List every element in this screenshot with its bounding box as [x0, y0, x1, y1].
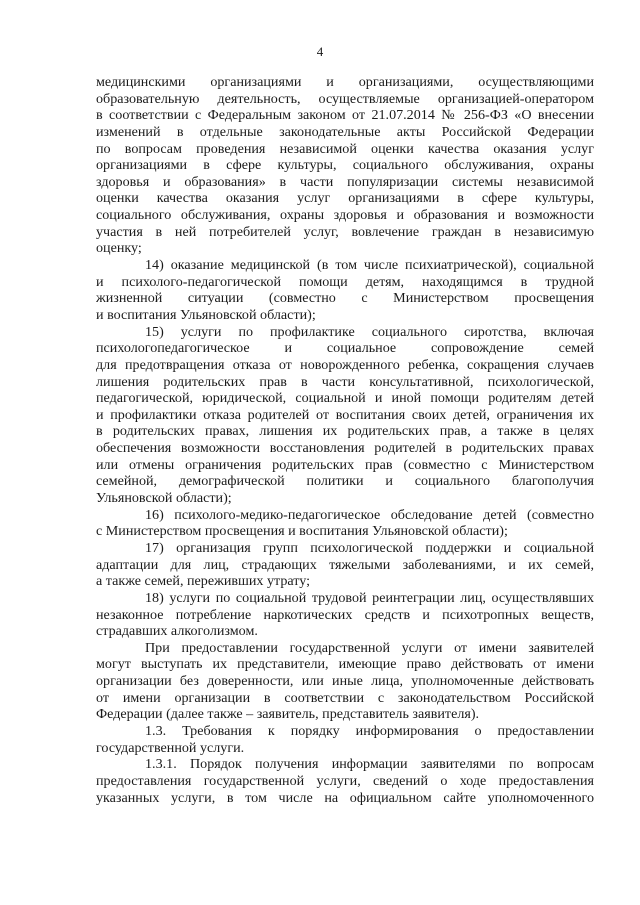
text-line: незаконное потребление наркотических средств и психотропных веществ, [96, 606, 594, 623]
text-line: жизненной ситуации (совместно с Министерством просвещения [96, 290, 594, 307]
text-line: При предоставлении государственной услуги от имени заявителей [145, 639, 594, 656]
text-line: социального обслуживания, охраны здоровья и образования и возможности [96, 207, 594, 224]
text-line: в соответствии с Федеральным законом от 21.07.2014 № 256-ФЗ «О внесении [96, 107, 594, 124]
text-line: 15) услуги по профилактике социального сиротства, включая [145, 323, 594, 340]
text-line: страдавших алкоголизмом. [96, 623, 258, 640]
text-line: медицинскими организациями и организациями, осуществляющими [96, 74, 594, 90]
paragraph-continuation [96, 74, 594, 257]
text-line: 18) услуги по социальной трудовой реинтеграции лиц, осуществлявших [145, 589, 594, 606]
text-line: по вопросам проведения независимой оценки качества оказания услуг [96, 140, 594, 157]
text-line: а также семей, переживших утрату; [96, 573, 311, 590]
text-line: и профилактики отказа родителей от воспитания своих детей, ограничения их [96, 406, 594, 423]
paragraph-item-18 [96, 590, 594, 640]
paragraph-item-17 [96, 540, 594, 590]
text-line: Федерации (далее также – заявитель, представитель заявителя). [96, 706, 480, 723]
text-line: предоставления государственной услуги, сведений о ходе предоставления [96, 772, 594, 789]
paragraph-section-1-3 [96, 723, 594, 756]
paragraph-representatives [96, 640, 594, 723]
text-line: и психолого-педагогической помощи детям, находящимся в трудной [96, 273, 594, 290]
text-line: психологопедагогическое и социальное сопровождение семей [96, 340, 594, 357]
text-line: оценки качества оказания услуг организациями в сфере культуры, [96, 190, 594, 207]
text-line: здоровья и образования» в части популяризации системы независимой [96, 173, 594, 190]
text-line: педагогической, юридической, социальной и иной помощи родителям детей [96, 390, 594, 407]
text-line: Ульяновской области); [96, 490, 232, 507]
text-line: могут выступать их представители, имеющие право действовать от имени [96, 656, 594, 673]
text-line: указанных услуги, в том числе на официальном сайте уполномоченного [96, 789, 594, 806]
text-line: 17) организация групп психологической поддержки и социальной [145, 539, 594, 556]
text-line: обеспечения возможности восстановления родителей в родительских правах [96, 440, 594, 457]
text-line: образовательную деятельность, осуществляемые организацией-оператором [96, 90, 594, 107]
text-line: и воспитания Ульяновской области); [96, 306, 316, 323]
text-line: организации без доверенности, или иные лица, уполномоченные действовать [96, 673, 594, 690]
text-line: семейной, демографической политики и социального благополучия [96, 473, 594, 490]
text-line: оценку; [96, 240, 142, 257]
text-line: 14) оказание медицинской (в том числе психиатрической), социальной [145, 257, 594, 274]
page-number: 4 [316, 44, 324, 59]
text-line: организациями в сфере культуры, социального обслуживания, охраны [96, 157, 594, 174]
text-line: для предотвращения отказа от новорожденного ребенка, сокращения случаев [96, 356, 594, 373]
paragraph-item-15 [96, 324, 594, 507]
text-line: адаптации для лиц, страдающих тяжелыми заболеваниями, и их семей, [96, 556, 594, 573]
text-line: от имени организации в соответствии с законодательством Российской [96, 689, 594, 706]
paragraph-item-14 [96, 257, 594, 324]
text-line: изменений в отдельные законодательные акты Российской Федерации [96, 123, 594, 140]
text-line: 1.3.1. Порядок получения информации заявителями по вопросам [145, 756, 594, 773]
paragraph-section-1-3-1 [96, 756, 594, 806]
text-line: лишения родительских прав в части консультативной, психологической, [96, 373, 594, 390]
text-line: участия в ней потребителей услуг, вовлечение граждан в независимую [96, 223, 594, 240]
text-line: в родительских правах, лишения их родительских прав, а также в целях [96, 423, 594, 440]
paragraph-item-16 [96, 507, 594, 540]
text-line: с Министерством просвещения и воспитания Ульяновской области); [96, 523, 508, 540]
text-line: 16) психолого-медико-педагогическое обследование детей (совместно [145, 506, 594, 523]
text-line: государственной услуги. [96, 739, 245, 756]
text-line: или отмены ограничения родительских прав (совместно с Министерством [96, 456, 594, 473]
document-body [96, 74, 594, 806]
text-line: 1.3. Требования к порядку информирования о предоставлении [145, 722, 594, 739]
